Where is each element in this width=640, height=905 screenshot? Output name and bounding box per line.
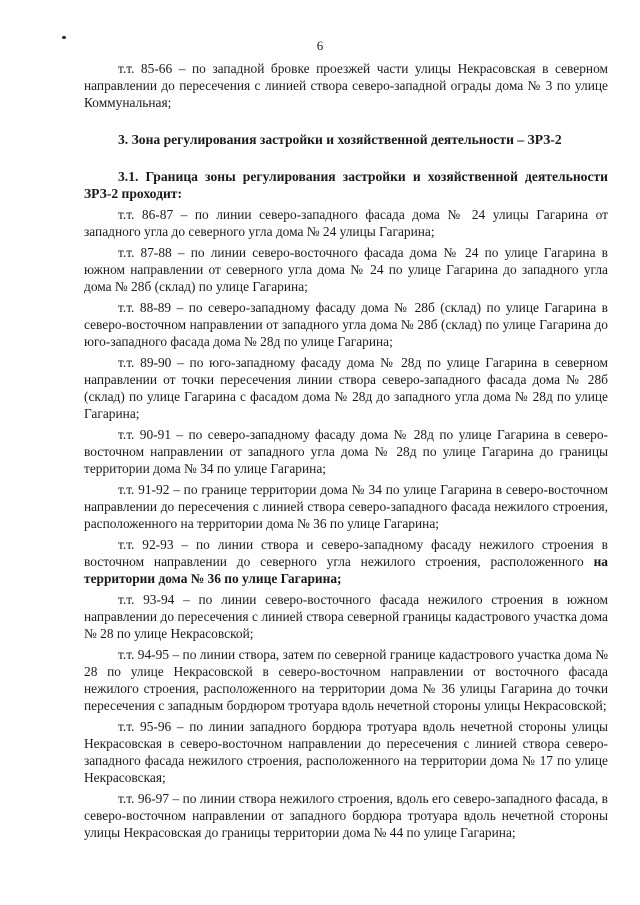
segment-96-97: т.т. 96-97 – по линии створа нежилого строения, вдоль его северо-западного фасада, в северо-восточном направлении от западного бордюра тротуара вдоль нечетной стороны улицы Некрасовская до границы территории дома № 44 по улице Гагарина; bbox=[84, 791, 608, 840]
segment-90-91: т.т. 90-91 – по северо-западному фасаду дома № 28д по улице Гагарина в северо-восточном направлении от западного угла дома № 28д по улице Гагарина до границы территории дома № 34 по улице Гагарина; bbox=[84, 427, 608, 476]
segment-94-95: т.т. 94-95 – по линии створа, затем по северной границе кадастрового участка дома № 28 по улице Некрасовской в северо-восточном направлении от восточного фасада нежилого строения, расположенного на территории дома № 36 улицы Гагарина до точки пересечения с западным бордюром тротуара вдоль нечетной стороны улицы Некрасовской; bbox=[84, 647, 608, 713]
document-body bbox=[84, 60, 608, 841]
segment-92-93 bbox=[84, 536, 608, 587]
segment-92-93-bold-tail: на территории дома № 36 по улице Гагарина; bbox=[84, 554, 608, 586]
subheading: 3.1. Граница зоны регулирования застройки и хозяйственной деятельности ЗРЗ-2 проходит: bbox=[84, 169, 608, 201]
segment-88-89: т.т. 88-89 – по северо-западному фасаду дома № 28б (склад) по улице Гагарина в северо-восточном направлении от западного угла дома № 28б (склад) по улице Гагарина до юго-западного фасада дома № 28д по улице Гагарина; bbox=[84, 300, 608, 349]
intro-paragraph: т.т. 85-66 – по западной бровке проезжей части улицы Некрасовская в северном направлении до пересечения с линией створа северо-западной ограды дома № 3 по улице Коммунальная; bbox=[84, 61, 608, 110]
segment-92-93-text: т.т. 92-93 – по линии створа и северо-западному фасаду нежилого строения в восточном направлении до северного угла нежилого строения, расположенного bbox=[84, 537, 608, 569]
segment-86-87: т.т. 86-87 – по линии северо-западного фасада дома № 24 улицы Гагарина от западного угла до северного угла дома № 24 улицы Гагарина; bbox=[84, 207, 608, 239]
segment-93-94: т.т. 93-94 – по линии северо-восточного фасада нежилого строения в южном направлении до пересечения с линией створа северной границы кадастрового участка дома № 28 по улице Некрасовской; bbox=[84, 592, 608, 641]
segment-89-90: т.т. 89-90 – по юго-западному фасаду дома № 28д по улице Гагарина в северном направлении от точки пересечения линии створа северо-западного фасада дома № 28б (склад) по улице Гагарина с фасадом дома № 28д до западного угла дома № 28д по улице Гагарина; bbox=[84, 355, 608, 421]
segment-95-96: т.т. 95-96 – по линии западного бордюра тротуара вдоль нечетной стороны улицы Некрасовская в северо-восточном направлении до пересечения с линией створа северо-западного фасада нежилого строения, расположенного на территории дома № 17 по улице Некрасовская; bbox=[84, 719, 608, 785]
segment-91-92: т.т. 91-92 – по границе территории дома № 34 по улице Гагарина в северо-восточном направлении до пересечения с линией створа северо-западного фасада нежилого строения, расположенного на территории дома № 36 по улице Гагарина; bbox=[84, 482, 608, 531]
zone-heading: 3. Зона регулирования застройки и хозяйственной деятельности – ЗРЗ-2 bbox=[118, 132, 562, 147]
segment-87-88: т.т. 87-88 – по линии северо-восточного фасада дома № 24 по улице Гагарина в южном направлении от северного угла дома № 24 по улице Гагарина до западного угла дома № 28б (склад) по улице Гагарина; bbox=[84, 245, 608, 294]
page-number: 6 bbox=[316, 38, 324, 53]
